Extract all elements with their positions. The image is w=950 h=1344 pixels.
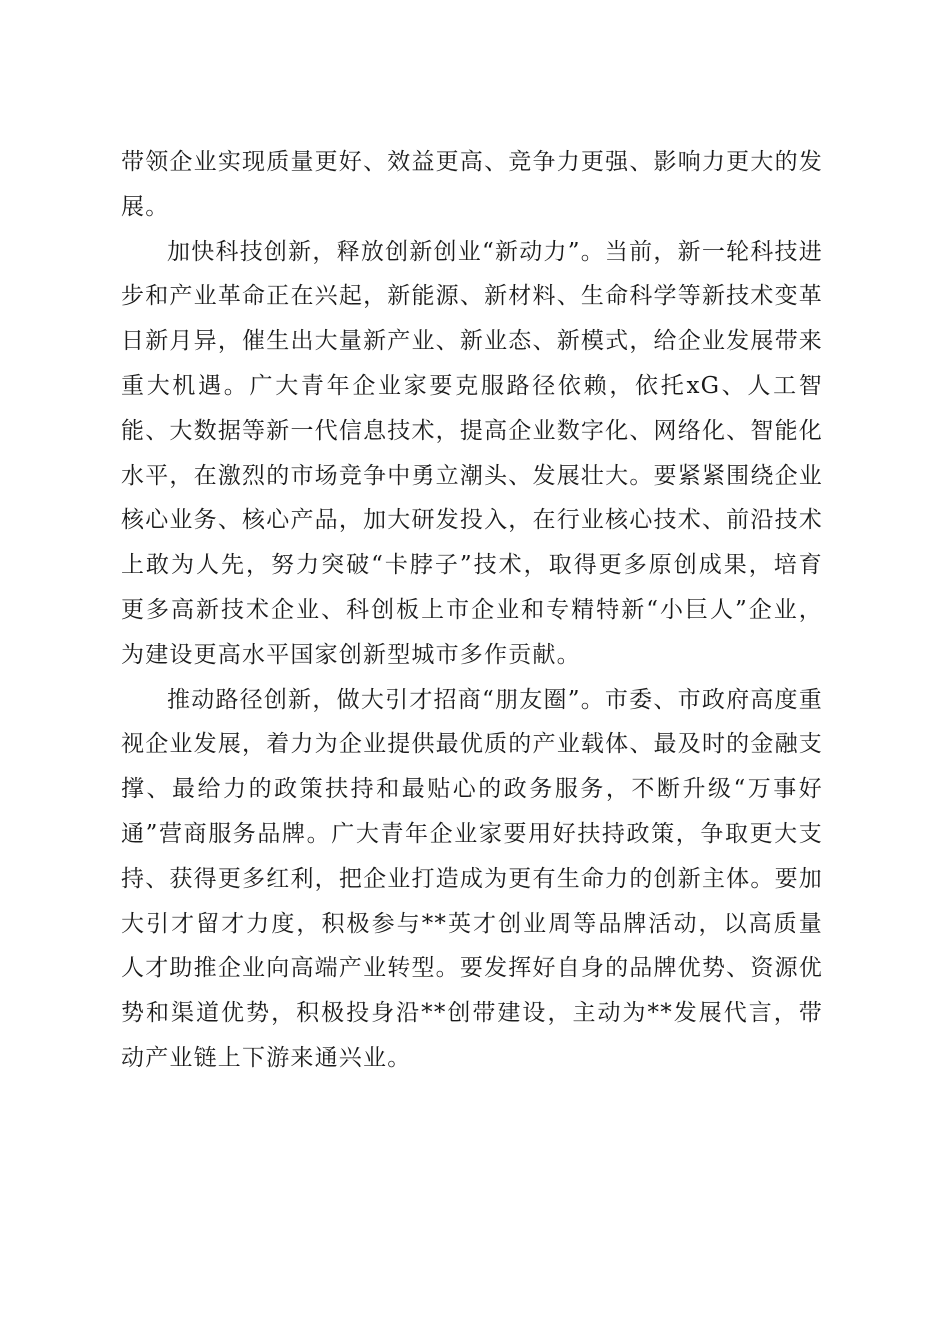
paragraph-continuation: 带领企业实现质量更好、效益更高、竞争力更强、影响力更大的发展。: [121, 149, 823, 220]
body-text: [121, 140, 823, 1081]
paragraph-tech-innovation: 加快科技创新，释放创新创业“新动力”。当前，新一轮科技进步和产业革命正在兴起，新能源、新材料、生命科学等新技术变革日新月异，催生出大量新产业、新业态、新模式，给企业发展带来重大机遇。广大青年企业家要克服路径依赖，依托xG、人工智能、大数据等新一代信息技术，提高企业数字化、网络化、智能化水平，在激烈的市场竞争中勇立潮头、发展壮大。要紧紧围绕企业核心业务、核心产品，加大研发投入，在行业核心技术、前沿技术上敢为人先，努力突破“卡脖子”技术，取得更多原创成果，培育更多高新技术企业、科创板上市企业和专精特新“小巨人”企业，为建设更高水平国家创新型城市多作贡献。: [121, 238, 823, 668]
paragraph-path-innovation: 推动路径创新，做大引才招商“朋友圈”。市委、市政府高度重视企业发展，着力为企业提供最优质的产业载体、最及时的金融支撑、最给力的政策扶持和最贴心的政务服务，不断升级“万事好通”营商服务品牌。广大青年企业家要用好扶持政策，争取更大支持、获得更多红利，把企业打造成为更有生命力的创新主体。要加大引才留才力度，积极参与**英才创业周等品牌活动，以高质量人才助推企业向高端产业转型。要发挥好自身的品牌优势、资源优势和渠道优势，积极投身沿**创带建设，主动为**发展代言，带动产业链上下游来通兴业。: [121, 686, 823, 1071]
